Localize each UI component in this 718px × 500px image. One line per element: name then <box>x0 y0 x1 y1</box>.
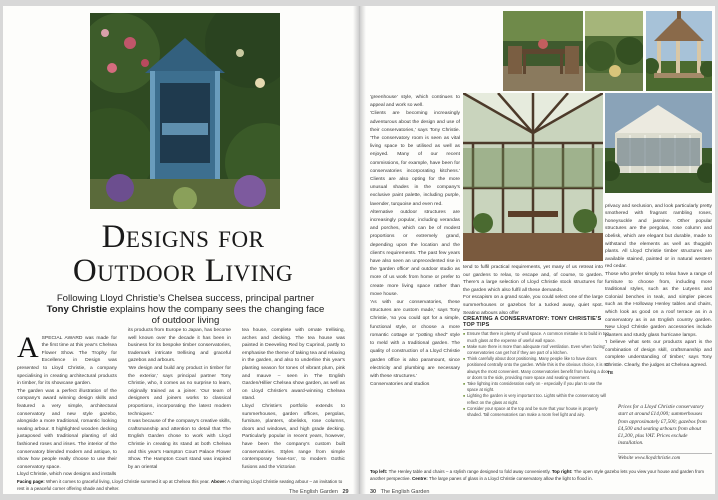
open-gazebo-photo <box>646 11 712 91</box>
caption-top-left-text: The Henley table and chairs – a stylish range designed to fold away conveniently. <box>388 469 551 474</box>
top-tips-box <box>463 316 614 461</box>
seating-arbour-photo <box>90 13 280 209</box>
left-page-number: 29 <box>342 489 349 494</box>
standfirst-line-1: Following Lloyd Christie’s Chelsea success, principal partner <box>56 293 315 304</box>
left-column-3: tea house, complete with ornate trellising, arches and decking. The tea house was painted in Deeveling Red by Cuprinol, partly to emphasise the theme of taking tea and relaxing in the garden, and also to underline this year's planting season for tones of vibrant plum, pink and mauve – seen in The English Garden/Hillier Chelsea show garden, as well as on Lloyd Christie's award-winning Chelsea stand. Lloyd Christie's portfolio extends to summerhouses, garden offices, pergolas, furniture, planters, obelisks, rose columns, doors and windows, and high grade decking. Particularly popular in recent years, however, have been the company's custom built conservatories. Styles range from simple contemporary 'lean-tos', to modern Gothic fusions and the Victorian <box>242 328 345 470</box>
standfirst-line-2 <box>43 304 328 326</box>
right-folio-title: The English Garden <box>380 489 430 494</box>
end-mark: TE <box>607 370 614 376</box>
website-rule <box>618 453 712 454</box>
website-line: Website www.lloydchristie.com <box>618 456 681 461</box>
standfirst-author: Tony Christie <box>46 304 108 315</box>
left-column-2: its products from Europe to Japan, has become well known over the decade it has been in business for its bespoke timber conservatories, trademark intricate trellising and graceful gazebos and arbours. 'We design and build any product in timber for the exterior,' says principal partner Tony Christie, who, it comes as no surprise to learn, originally trained as a joiner. 'Our team of designers and joiners works to classical proportions, incorporating the latest modern techniques.' It was because of the company's creative skills, craftsmanship and attention to detail that The English Garden chose to work with Lloyd Christie in creating its stand at both Chelsea and this year's Hampton Court Palace Flower Show. The Hampton Court stand was inspired by an oriental <box>128 328 231 470</box>
left-column-1-text: SPECIAL AWARD was made for the first time at this year's Chelsea Flower Show. The Trophy for Excellence in Design was presented to Lloyd Christie, a company specialising in creating architectural products in timber, for its showcase garden. The garden was a perfect illustration of the company's award winning design skills and featured a very simple, architectural conservatory and new style gazebo, alongside a more traditional, romantic looking seating arbour. It highlighted wooden decking juxtaposed with traditional planting of old fashioned roses and irises. The interior of the conservatory blended modern and antique, to show how people really choose to use their conservatory space. Lloyd Christie, which now designs and installs <box>17 335 117 477</box>
page-title <box>63 220 303 288</box>
tip-item: ■ Consider your space at the top and be sure that your house is properly shaded. Tall conservatories can make a room feel light and airy. <box>463 406 611 418</box>
caption-label-top-right: Top right: <box>551 469 573 474</box>
right-caption <box>370 469 710 482</box>
caption-centre-text: The large panes of glass in a Lloyd Christie conservatory allow the light to flood in. <box>428 475 593 481</box>
caption-label-top-left: Top left: <box>370 469 388 474</box>
caption-top-right-text: The open style gazebo lets you view your house and garden from another perspective. <box>370 469 705 481</box>
left-column-1 <box>17 327 117 477</box>
left-page <box>3 6 353 494</box>
right-column-3-text: privacy and seclusion, and look particularly pretty smothered with fragrant rambling roses, honeysuckle and jasmine. Other popular structures are the pergolas, rose column and obelisk, which are elegant but durable, made to withstand the elements as well as thuggish plants. All Lloyd Christie timber structures are available stained, painted or in natural western red cedar. Those who prefer simply to relax have a range of furniture to choose from, including more traditional styles, such as the Lutyens and Colonial benches in teak, and simpler pieces such as the Holloway Henley tables and chairs, which look as good on a roof terrace as in a conservatory as in an English country garden. New Lloyd Christie garden accessories include planters and sturdy glass hurricane lamps. 'I believe what sets our products apart is the combination of design skill, craftsmanship and complete understanding of timber,' says Tony Christie. Clearly, the judges at Chelsea agreed. <box>605 203 712 369</box>
title-line-1: Designs for <box>101 219 265 255</box>
prices-text: Prices for a Lloyd Christie conservatory start at around £14,000; summerhouses from approximately £7,500; gazebos from £4,500 and seating arbours from about £1,200, plus VAT. Prices exclude installation. <box>618 404 707 447</box>
title-line-2: Outdoor Living <box>72 253 294 289</box>
tips-title: CREATING A CONSERVATORY: TONY CHRISTIE'S TOP TIPS <box>463 316 611 330</box>
prices-sidebar <box>618 404 712 448</box>
tips-list <box>463 331 614 418</box>
caption-facing-text: When it comes to graceful living, Lloyd Christie summed it up at Chelsea this year. <box>46 479 210 484</box>
garden-hedge-photo <box>585 11 643 91</box>
drop-cap: A <box>17 330 39 364</box>
caption-label-above: Above: <box>210 479 227 484</box>
right-page <box>366 6 715 494</box>
gutter <box>353 6 366 494</box>
caption-label-centre: Centre: <box>412 475 428 481</box>
standfirst <box>43 293 328 326</box>
tip-item: ■ Take lighting into consideration early on - especially if you plan to use the space at night. <box>463 381 611 393</box>
left-folio-title: The English Garden <box>289 489 338 494</box>
tip-item: ■ Lighting the garden is very important too. Lights within the conservatory will reflect on the glass at night. <box>463 393 611 405</box>
caption-above-text: A charming Lloyd Christie seating arbour – an invitation to rest in a peaceful corner offering shade and shelter. <box>17 479 343 491</box>
right-column-1: 'greenhouse' style, which continues to appeal and work so well. 'Clients are becoming increasingly adventurous about the design and use of their conservatories,' says Tony Christie. 'The conservatory room is seen as vital living space to be utilised as well as enjoyed. Many of our recent commissions, for example, have been for conservatories incorporating kitchens.' Clients are also opting for the more unusual shades in the company's exclusive paint palette, including purple, lavender, turquoise and even red. Alternative outdoor structures are increasingly popular, including verandas and porches, which can be of modest proportions or extremely grand, depending upon the location and the client's requirements. The past few years have also seen an unprecedented rise in the 'garden office' and outdoor studio as more of us work from home or prefer to create more living space rather than move house. 'As with our conservatories, these structures are custom made,' says Tony Christie, 'so you could opt for a simple, functional style, or choose a more romantic cottage or "potting shed" style to meld with a traditional garden. The quality of construction of a Lloyd Christie garden office is also paramount, since electricity and plumbing are necessary with these structures.' Conservatories and studios <box>370 95 460 388</box>
henley-table-photo <box>503 11 583 91</box>
caption-label-facing: Facing page: <box>17 479 45 484</box>
right-page-number: 30 <box>370 489 377 494</box>
conservatory-interior-photo <box>463 93 603 261</box>
tip-item: ■ Think carefully about door positioning. Many people like to have doors positioned centrally onto the garden. While this is the obvious choice, it is not always the most convenient. Many conservatories benefit from having a door or doors to the side, providing more space and seating movement. <box>463 356 611 381</box>
conservatory-exterior-photo <box>605 93 712 193</box>
tip-item: ■ Ensure that there is plenty of wall space. A common mistake is to build in too much glass at the expense of useful wall space. <box>463 331 611 343</box>
tip-item: ■ Make sure there is more than adequate roof ventilation. Even when 'lazing' conservatories can get hot if they are part of a kitchen. <box>463 344 611 356</box>
right-folio <box>370 489 429 494</box>
right-column-2: tend to fulfil practical requirements, yet many of us retreat into our gardens to relax, to escape and, of course, to garden. There's a large selection of Lloyd Christie stock structures for the garden which also fulfil all these demands. For escapism on a grand scale, you could select one of the large summerhouses or gazebos for a tucked away, quiet spot. Seating arbours also offer <box>463 265 603 314</box>
left-folio <box>289 489 349 494</box>
standfirst-rest: explains how the company sees the changing face of outdoor living <box>109 304 325 326</box>
